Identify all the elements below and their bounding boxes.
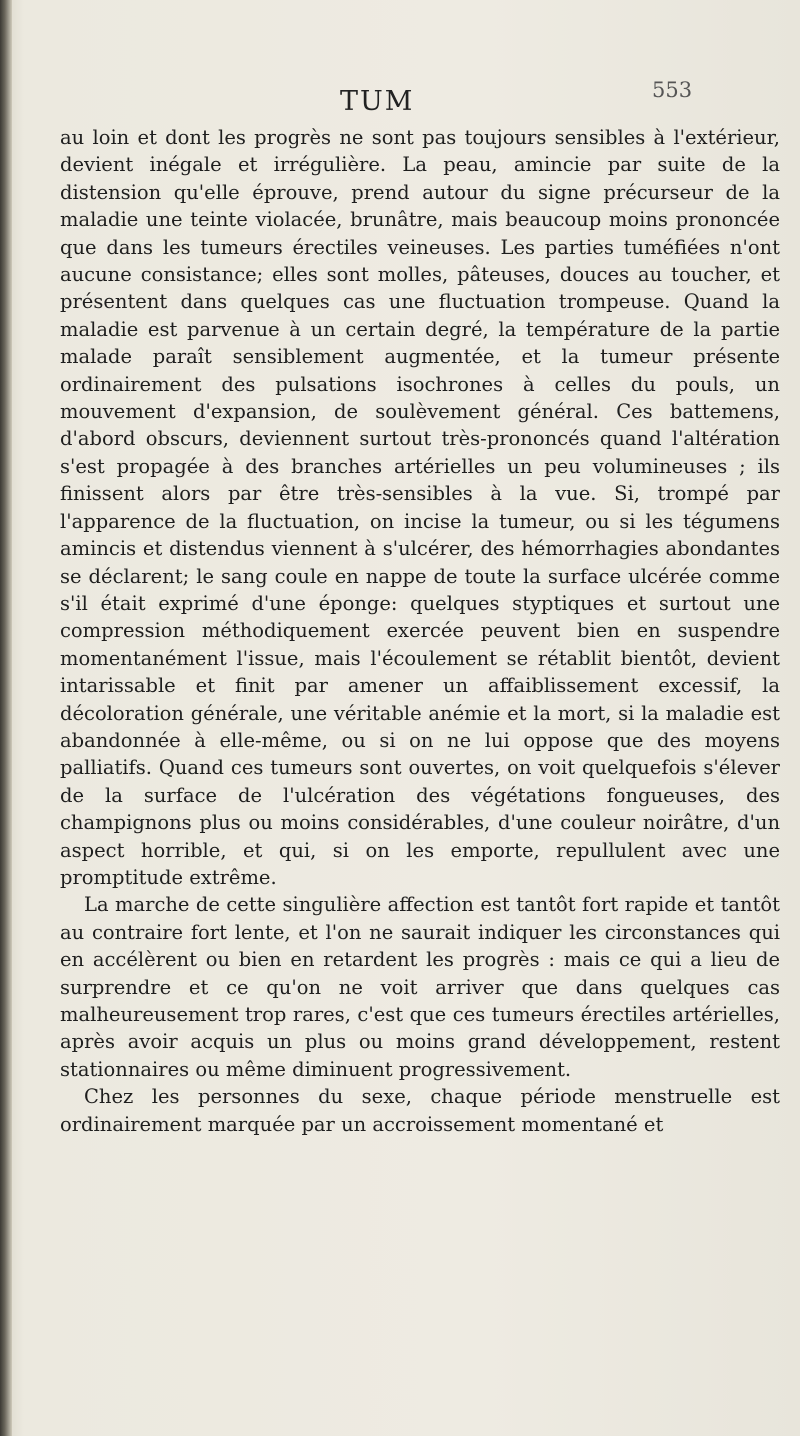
page-binding-edge [0, 0, 12, 1436]
body-text [60, 124, 780, 1138]
running-head: TUM [340, 86, 415, 117]
page-number: 553 [652, 78, 693, 102]
paragraph-menstruelle: Chez les personnes du sexe, chaque période menstruelle est ordinairement marquée par un accroissement momentané et [60, 1085, 780, 1136]
paragraph-marche: La marche de cette singulière affection est tantôt fort rapide et tantôt au contraire fort lente, et l'on ne saurait indiquer les circonstances qui en accélèrent ou bien en retardent les progrès : mais ce qui a lieu de surprendre et ce qu'on ne voit arriver que dans quelques cas malheureusement trop rares, c'est que ces tumeurs érectiles artérielles, après avoir acquis un plus ou moins grand développement, restent stationnaires ou même diminuent progressivement. [60, 893, 780, 1081]
paragraph-continuation: au loin et dont les progrès ne sont pas toujours sensibles à l'extérieur, devient inégale et irrégulière. La peau, amincie par suite de la distension qu'elle éprouve, prend autour du signe précurseur de la maladie une teinte violacée, brunâtre, mais beaucoup moins prononcée que dans les tumeurs érectiles veineuses. Les parties tuméfiées n'ont aucune consistance; elles sont molles, pâteuses, douces au toucher, et présentent dans quelques cas une fluctuation trompeuse. Quand la maladie est parvenue à un certain degré, la température de la partie malade paraît sensiblement augmentée, et la tumeur présente ordinairement des pulsations isochrones à celles du pouls, un mouvement d'expansion, de soulèvement général. Ces battemens, d'abord obscurs, deviennent surtout très-prononcés quand l'altération s'est propagée à des branches artérielles un peu volumineuses ; ils finissent alors par être très-sensibles à la vue. Si, trompé par l'apparence de la fluctuation, on incise la tumeur, ou si les tégumens amincis et distendus viennent à s'ulcérer, des hémorrhagies abondantes se déclarent; le sang coule en nappe de toute la surface ulcérée comme s'il était exprimé d'une éponge: quelques styptiques et surtout une compression méthodiquement exercée peuvent bien en suspendre momentanément l'issue, mais l'écoulement se rétablit bientôt, devient intarissable et finit par amener un affaiblissement excessif, la décoloration générale, une véritable anémie et la mort, si la maladie est abandonnée à elle-même, ou si on ne lui oppose que des moyens palliatifs. Quand ces tumeurs sont ouvertes, on voit quelquefois s'élever de la surface de l'ulcération des végétations fongueuses, des champignons plus ou moins considérables, d'une couleur noirâtre, d'un aspect horrible, et qui, si on les emporte, repullulent avec une promptitude extrême. [60, 126, 780, 889]
page-header [60, 78, 780, 118]
